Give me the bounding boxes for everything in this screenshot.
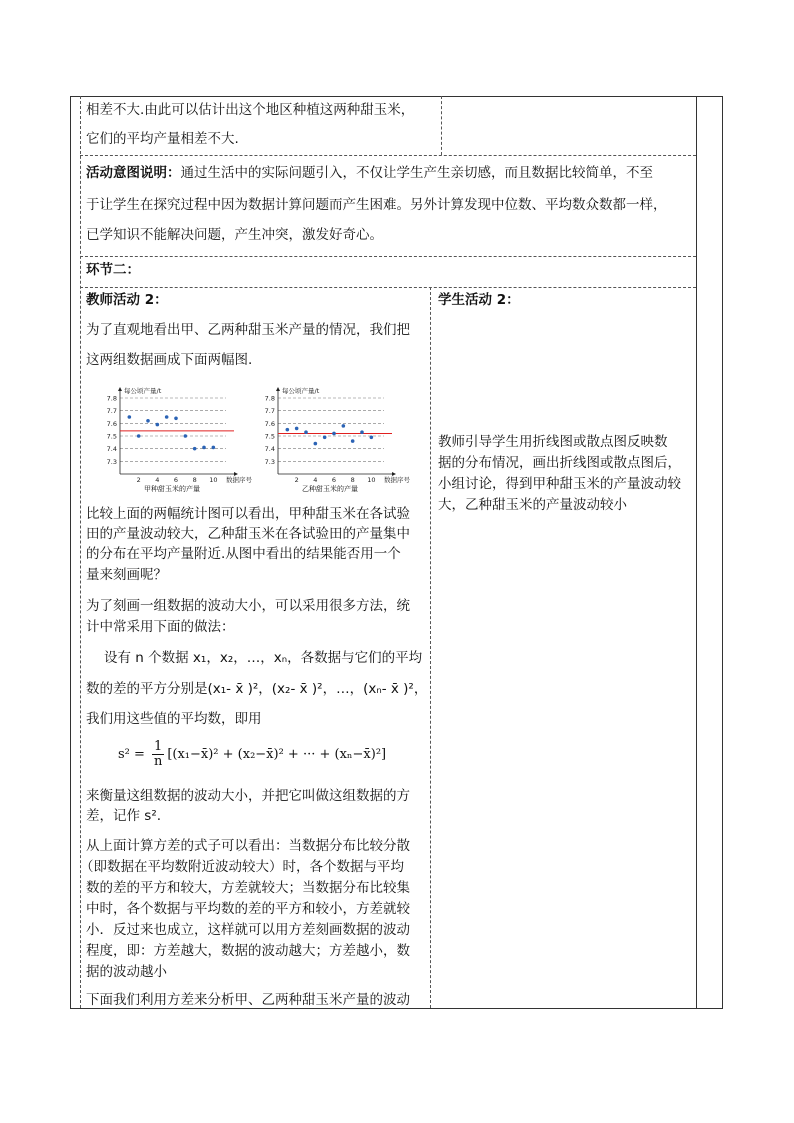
x-tick-label: 2	[294, 476, 299, 484]
y-tick-label: 7.7	[264, 407, 275, 416]
y-axis-label: 每公顷产量/t	[282, 387, 320, 395]
row-divider-2	[80, 256, 696, 257]
top-row-text-line-1: 相差不大.由此可以估计出这个地区种植这两种甜玉米，	[86, 102, 415, 118]
teacher-p6-line-5: 小．反过来也成立，这样就可以用方差刻画数据的波动	[86, 922, 410, 938]
activity-column-divider	[430, 287, 431, 1008]
intent-line-3: 已学知识不能解决问题，产生冲突，激发好奇心。	[86, 227, 383, 243]
teacher-p3-line-2: 计中常采用下面的做法：	[86, 619, 235, 635]
x-tick-label: 8	[350, 476, 355, 484]
data-point	[314, 442, 318, 446]
data-point	[360, 430, 364, 434]
row-divider-1	[80, 155, 696, 156]
intent-line-1	[86, 160, 653, 186]
data-point	[295, 427, 299, 431]
data-point	[165, 415, 169, 419]
data-point	[202, 446, 206, 450]
teacher-p7-line-1: 下面我们利用方差来分析甲、乙两种甜玉米产量的波动	[86, 992, 410, 1008]
table-left-border	[70, 96, 71, 1008]
x-tick-label: 10	[367, 476, 376, 484]
teacher-p6-line-2: （即数据在平均数附近波动较大）时，各个数据与平均	[80, 859, 404, 875]
student-line-1: 教师引导学生用折线图或散点图反映数	[438, 434, 668, 450]
top-row-text-line-2: 它们的平均产量相差不大.	[86, 131, 239, 147]
data-point	[212, 446, 216, 450]
teacher-p2-line-1: 比较上面的两幅统计图可以看出，甲种甜玉米在各试验	[86, 506, 410, 522]
y-axis-arrow	[118, 387, 122, 391]
data-point	[342, 424, 346, 428]
teacher-activity-title: 教师活动 2：	[86, 292, 168, 308]
intent-label: 活动意图说明：	[86, 165, 181, 181]
y-tick-label: 7.8	[264, 394, 275, 403]
y-tick-label: 7.6	[106, 419, 117, 428]
x-axis-label: 数据序号	[384, 476, 410, 484]
formula-numerator: 1	[154, 739, 163, 754]
x-tick-label: 10	[209, 476, 218, 484]
y-tick-label: 7.4	[264, 445, 275, 454]
data-point	[332, 432, 336, 436]
data-point	[193, 447, 197, 451]
section-title: 环节二：	[86, 262, 140, 278]
chart-title: 乙种甜玉米的产量	[302, 485, 358, 493]
x-tick-label: 6	[173, 476, 179, 484]
intent-line-1-text: 通过生活中的实际问题引入，不仅让学生产生亲切感，而且数据比较简单，不至	[180, 165, 653, 181]
intent-line-2: 于让学生在探究过程中因为数据计算问题而产生困难。另外计算发现中位数、平均数众数都一样，	[86, 197, 667, 213]
teacher-p2-line-2: 田的产量波动较大，乙种甜玉米在各试验田的产量集中	[86, 526, 410, 542]
data-point	[184, 434, 188, 438]
data-point	[174, 416, 178, 420]
data-point	[286, 428, 290, 432]
top-row-column-divider	[441, 96, 442, 155]
row-divider-3	[80, 287, 696, 288]
data-point	[323, 435, 327, 439]
student-activity-title: 学生活动 2：	[438, 292, 520, 308]
y-tick-label: 7.3	[264, 457, 275, 466]
y-tick-label: 7.6	[264, 419, 275, 428]
teacher-p6-line-1: 从上面计算方差的式子可以看出：当数据分布比较分散	[86, 838, 410, 854]
formula-fraction	[152, 740, 164, 769]
x-tick-label: 2	[136, 476, 141, 484]
teacher-p6-line-4: 中时，各个数据与平均数的差的平方和较小，方差就较	[86, 901, 410, 917]
y-tick-label: 7.4	[106, 445, 117, 454]
x-tick-label: 4	[155, 476, 160, 484]
data-point	[304, 430, 308, 434]
chart-yi-yield	[250, 384, 410, 496]
teacher-p6-line-7: 据的波动越小	[86, 964, 167, 980]
variance-formula	[118, 740, 386, 769]
chart-jia-yield	[92, 384, 252, 496]
x-axis-label: 数据序号	[226, 476, 252, 484]
data-point	[137, 434, 141, 438]
teacher-p3-line-1: 为了刻画一组数据的波动大小，可以采用很多方法，统	[86, 598, 410, 614]
y-axis-label: 每公顷产量/t	[124, 387, 162, 395]
chart-title: 甲种甜玉米的产量	[144, 485, 200, 493]
data-point	[156, 423, 160, 427]
student-line-4: 大，乙种甜玉米的产量波动较小	[438, 497, 627, 513]
teacher-p5-line-1: 来衡量这组数据的波动大小，并把它叫做这组数据的方	[86, 788, 410, 804]
y-axis-arrow	[276, 387, 280, 391]
teacher-p6-line-3: 数的差的平方和较大，方差就较大；当数据分布比较集	[86, 880, 410, 896]
student-line-3: 小组讨论，得到甲种甜玉米的产量波动较	[438, 476, 681, 492]
y-tick-label: 7.5	[264, 432, 275, 441]
teacher-p2-line-3: 的分布在平均产量附近.从图中看出的结果能否用一个	[86, 546, 401, 562]
x-tick-label: 8	[192, 476, 197, 484]
formula-rhs: [(x₁−x̄)² + (x₂−x̄)² + ··· + (xₙ−x̄)²]	[167, 747, 387, 762]
y-tick-label: 7.5	[106, 432, 117, 441]
table-right-border	[722, 96, 723, 1008]
teacher-p1-line-1: 为了直观地看出甲、乙两种甜玉米产量的情况，我们把	[86, 322, 410, 338]
y-tick-label: 7.7	[106, 407, 117, 416]
x-tick-label: 6	[331, 476, 337, 484]
teacher-p2-line-4: 量来刻画呢？	[86, 567, 167, 583]
x-tick-label: 4	[313, 476, 318, 484]
teacher-p6-line-6: 程度，即：方差越大，数据的波动越大；方差越小，数	[86, 943, 410, 959]
teacher-p4-line-1: 设有 n 个数据 x₁，x₂，…，xₙ，各数据与它们的平均	[104, 650, 423, 666]
y-tick-label: 7.8	[106, 394, 117, 403]
data-point	[146, 419, 150, 423]
teacher-p4-line-3: 我们用这些值的平均数，即用	[86, 711, 262, 727]
teacher-p5-line-2: 差，记作 s².	[86, 808, 162, 824]
y-tick-label: 7.3	[106, 457, 117, 466]
data-point	[370, 435, 374, 439]
table-inner-right-column	[696, 96, 697, 1008]
data-point	[128, 415, 132, 419]
formula-lhs: s² =	[118, 747, 150, 762]
formula-denominator: n	[154, 754, 163, 769]
data-point	[351, 439, 355, 443]
teacher-p1-line-2: 这两组数据画成下面两幅图.	[86, 352, 253, 368]
teacher-p4-line-2: 数的差的平方分别是(x₁- x̄ )²，(x₂- x̄ )²，…，(xₙ- x̄ )²，	[86, 681, 428, 697]
student-line-2: 据的分布情况，画出折线图或散点图后，	[438, 455, 681, 471]
